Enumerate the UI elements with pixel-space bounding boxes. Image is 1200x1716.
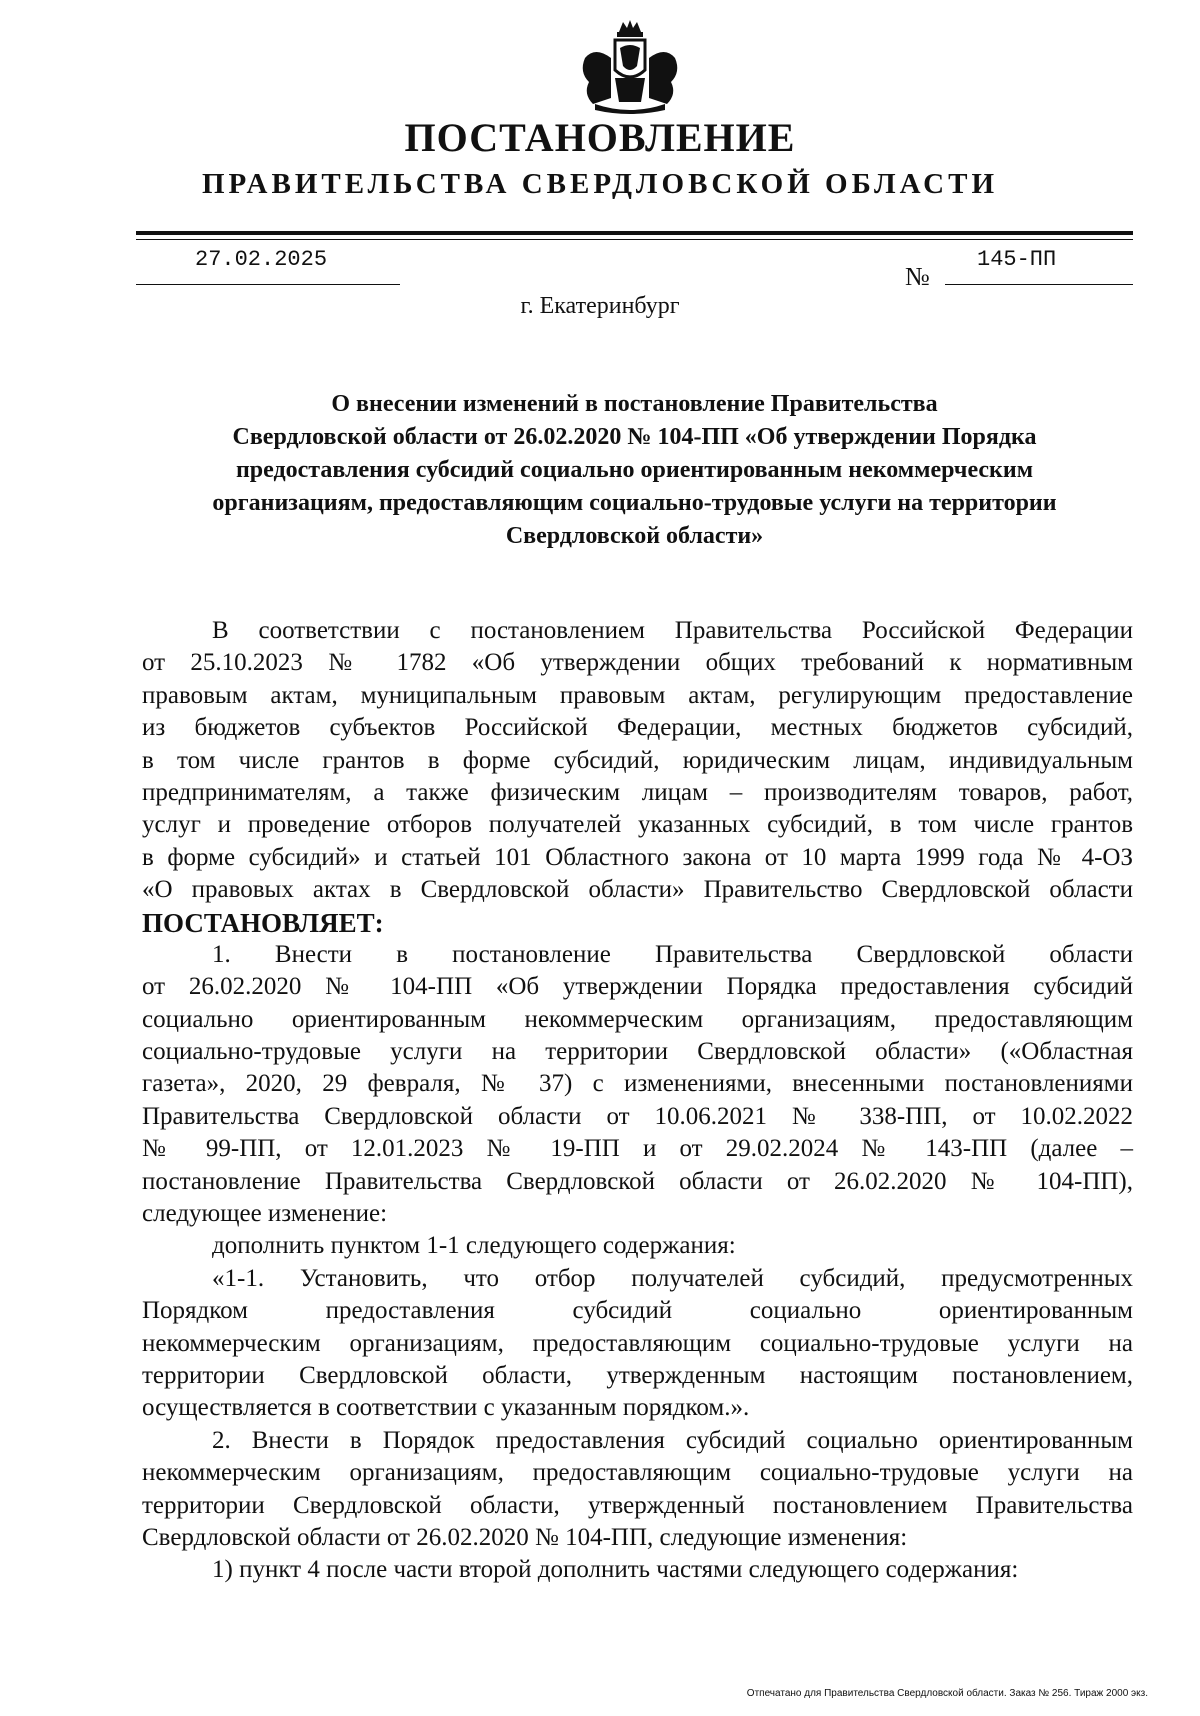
decree-keyword: ПОСТАНОВЛЯЕТ: — [142, 907, 384, 938]
document-type-title: ПОСТАНОВЛЕНИЕ — [404, 115, 796, 160]
decree-date: 27.02.2025 — [195, 247, 328, 272]
header-divider-thin — [136, 239, 1133, 240]
number-underline — [945, 284, 1133, 285]
item-1-subclause: дополнить пунктом 1-1 следующего содержания: — [212, 1232, 736, 1260]
issuing-authority: ПРАВИТЕЛЬСТВА СВЕРДЛОВСКОЙ ОБЛАСТИ — [201, 168, 999, 200]
preamble-paragraph: В соответствии с постановлением Правительства Российской Федерации от 25.10.2023 № 1782 «Об утверждении общих требований к нормативным правовым актам, муниципальным правовым актам, регулирующим предоставление из бюджетов субъектов Российской Федерации, местных бюджетов субсидий, в том числе грантов в форме субсидий, юридическим лицам, индивидуальным предпринимателям, а также физическим лицам – производителям товаров, работ, услуг и проведение отборов получателей указанных субсидий, в том числе грантов в форме субсидий» и статьей 101 Областного закона от 10 марта 1999 года № 4-ОЗ «О правовых актах в Свердловской области» Правительство Свердловской области — [142, 617, 1133, 904]
item-2-subclause: 1) пункт 4 после части второй дополнить частями следующего содержания: — [212, 1556, 1019, 1584]
header-divider — [136, 231, 1133, 235]
issue-city: г. Екатеринбург — [520, 293, 680, 319]
coat-of-arms-emblem — [565, 18, 695, 114]
print-footer: Отпечатано для Правительства Свердловской области. Заказ № 256. Тираж 2000 экз. — [746, 1688, 1148, 1699]
date-underline — [136, 284, 400, 285]
item-2-paragraph: 2. Внести в Порядок предоставления субсидий социально ориентированным некоммерческим организациям, предоставляющим социально-трудовые услуги на территории Свердловской области, утвержденный постановлением Правительства Свердловской области от 26.02.2020 № 104-ПП, следующие изменения: — [142, 1426, 1133, 1551]
item-1-paragraph: 1. Внести в постановление Правительства Свердловской области от 26.02.2020 № 104-ПП «Об утверждении Порядка предоставления субсидий социально ориентированным некоммерческим организациям, предоставляющим социально-трудовые услуги на территории Свердловской области» («Областная газета», 2020, 29 февраля, № 37) с изменениями, внесенными постановлениями Правительства Свердловской области от 10.06.2021 № 338-ПП, от 10.02.2022 № 99-ПП, от 12.01.2023 № 19-ПП и от 29.02.2024 № 143-ПП (далее – постановление Правительства Свердловской области от 26.02.2020 № 104-ПП), следующее изменение: — [142, 940, 1133, 1228]
number-sign: № — [905, 262, 930, 291]
decree-body — [142, 615, 1133, 1587]
decree-number: 145-ПП — [977, 247, 1057, 272]
decree-subject: О внесении изменений в постановление Правительства Свердловской области от 26.02.2020 № 104-ПП «Об утверждении Порядка предоставления субсидий социально ориентированным некоммерческим организациям, предоставляющим социально-трудовые услуги на территории Свердловской области» — [212, 391, 1057, 549]
item-1-quote: «1-1. Установить, что отбор получателей субсидий, предусмотренных Порядком предоставления субсидий социально ориентированным некоммерческим организациям, предоставляющим социально-трудовые услуги на территории Свердловской области, утвержденным настоящим постановлением, осуществляется в соответствии с указанным порядком.». — [142, 1264, 1133, 1422]
